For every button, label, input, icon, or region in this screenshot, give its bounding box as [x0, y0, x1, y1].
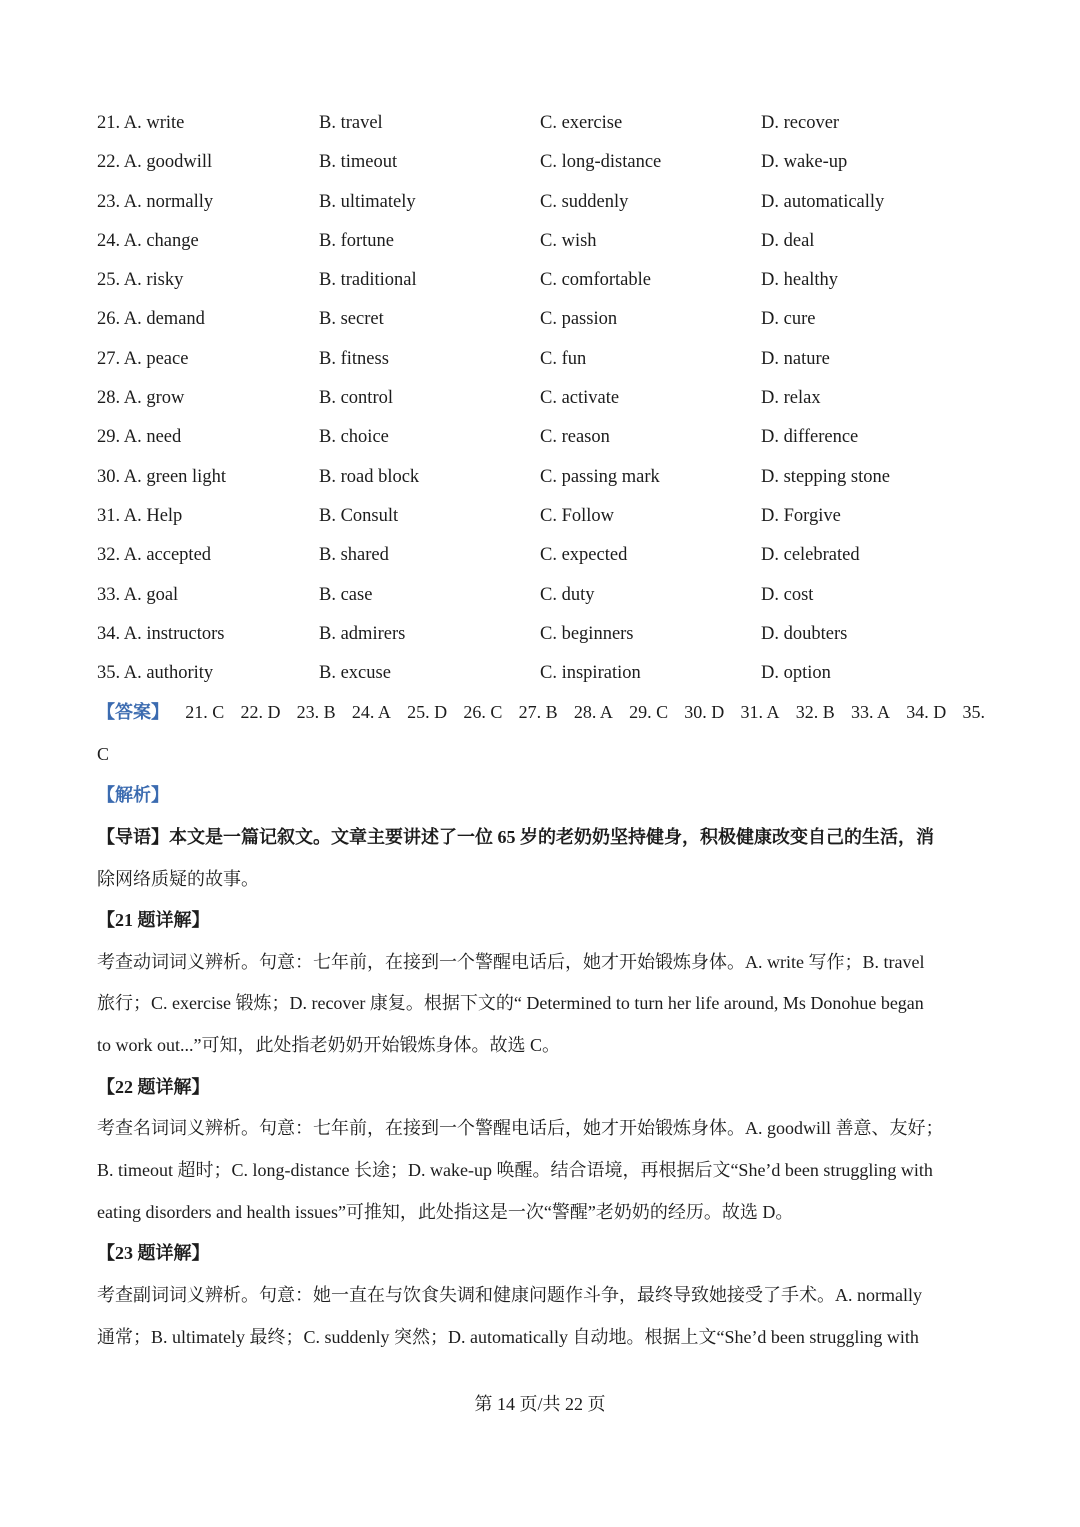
answer-item: 31. A — [740, 702, 780, 722]
answer-item: 24. A — [351, 702, 391, 722]
answer-label: 【答案】 — [97, 702, 169, 722]
answer-item: 29. C — [629, 702, 669, 722]
option-a: 34. A. instructors — [97, 623, 225, 644]
option-a: 22. A. goodwill — [97, 152, 213, 173]
question-row — [97, 536, 997, 575]
answer-item: 22. D — [240, 702, 281, 722]
option-d: D. cost — [761, 584, 814, 605]
answer-item: 28. A — [573, 702, 613, 722]
option-b: B. Consult — [319, 505, 399, 526]
answer-continuation: C — [97, 743, 110, 764]
option-b: B. ultimately — [319, 191, 416, 212]
question-row — [97, 654, 997, 693]
answer-line — [97, 692, 985, 734]
option-b: B. traditional — [319, 270, 417, 291]
answer-item: 32. B — [795, 702, 835, 722]
option-c: C. duty — [540, 584, 595, 605]
option-c: C. activate — [540, 388, 620, 409]
option-c: C. beginners — [540, 623, 634, 644]
option-d: D. stepping stone — [761, 466, 890, 487]
question-row — [97, 576, 997, 615]
answer-item: 21. C — [185, 702, 225, 722]
option-c: C. expected — [540, 545, 628, 566]
option-c: C. passing mark — [540, 466, 660, 487]
q21-line-3: to work out...”可知，此处指老奶奶开始锻炼身体。故选 C。 — [97, 1035, 560, 1056]
page-footer: 第 14 页/共 22 页 — [474, 1394, 606, 1414]
question-row — [97, 261, 997, 300]
option-d: D. healthy — [761, 270, 839, 291]
option-c: C. fun — [540, 348, 587, 369]
option-b: B. choice — [319, 427, 389, 448]
question-row — [97, 340, 997, 379]
q21-line-1: 考查动词词义辨析。句意：七年前，在接到一个警醒电话后，她才开始锻炼身体。A. write 写作；B. travel — [97, 951, 925, 972]
q22-line-2: B. timeout 超时；C. long-distance 长途；D. wake-up 唤醒。结合语境，再根据后文“She’d been struggling with — [97, 1160, 933, 1181]
intro-line-2: 除网络质疑的故事。 — [97, 868, 259, 889]
option-c: C. suddenly — [540, 191, 629, 212]
option-d: D. recover — [761, 113, 840, 133]
answer-item: 30. D — [684, 702, 725, 722]
option-d: D. cure — [761, 309, 816, 330]
question-row — [97, 222, 997, 261]
option-b: B. control — [319, 388, 393, 409]
question-row — [97, 379, 997, 418]
question-row — [97, 497, 997, 536]
option-a: 23. A. normally — [97, 191, 214, 212]
option-b: B. shared — [319, 545, 389, 566]
option-b: B. fortune — [319, 230, 395, 251]
q23-line-1: 考查副词词义辨析。句意：她一直在与饮食失调和健康问题作斗争，最终导致她接受了手术。A. normally — [97, 1284, 922, 1305]
option-a: 27. A. peace — [97, 348, 189, 369]
answer-analysis-section — [97, 692, 997, 1358]
option-b: B. timeout — [319, 152, 398, 173]
option-a: 35. A. authority — [97, 663, 214, 684]
option-a: 30. A. green light — [97, 466, 226, 487]
answer-item: 33. A — [850, 702, 890, 722]
option-c: C. exercise — [540, 113, 623, 133]
q22-line-3: eating disorders and health issues”可推知，此处指这是一次“警醒”老奶奶的经历。故选 D。 — [97, 1201, 794, 1222]
option-d: D. option — [761, 663, 831, 684]
option-a: 33. A. goal — [97, 584, 179, 605]
option-a: 28. A. grow — [97, 388, 185, 409]
option-a: 21. A. write — [97, 113, 185, 133]
option-a: 24. A. change — [97, 230, 199, 251]
option-a: 26. A. demand — [97, 309, 205, 330]
option-a: 32. A. accepted — [97, 545, 212, 566]
question-row — [97, 104, 997, 143]
question-row — [97, 143, 997, 182]
question-row — [97, 300, 997, 339]
intro-line-1: 【导语】本文是一篇记叙文。文章主要讲述了一位 65 岁的老奶奶坚持健身，积极健康改变自己的生活，消 — [97, 826, 934, 847]
q23-heading: 【23 题详解】 — [97, 1243, 210, 1264]
answer-item: 27. B — [518, 702, 558, 722]
option-c: C. long-distance — [540, 152, 662, 173]
option-d: D. nature — [761, 348, 830, 369]
option-c: C. inspiration — [540, 663, 641, 684]
option-d: D. celebrated — [761, 545, 860, 566]
question-row — [97, 183, 997, 222]
q23-line-2: 通常；B. ultimately 最终；C. suddenly 突然；D. automatically 自动地。根据上文“She’d been struggling with — [97, 1326, 919, 1347]
option-a: 25. A. risky — [97, 270, 184, 291]
answer-item: 35. — [962, 702, 985, 722]
option-d: D. wake-up — [761, 152, 848, 173]
answer-item: 26. C — [463, 702, 503, 722]
option-d: D. doubters — [761, 623, 848, 644]
option-d: D. automatically — [761, 191, 885, 212]
option-c: C. comfortable — [540, 270, 651, 291]
option-b: B. travel — [319, 113, 383, 133]
question-row — [97, 458, 997, 497]
q22-line-1: 考查名词词义辨析。句意：七年前，在接到一个警醒电话后，她才开始锻炼身体。A. goodwill 善意、友好； — [97, 1118, 944, 1139]
q21-line-2: 旅行；C. exercise 锻炼；D. recover 康复。根据下文的“ Determined to turn her life around, Ms Donohue began — [97, 993, 924, 1014]
option-b: B. excuse — [319, 663, 391, 684]
option-b: B. fitness — [319, 348, 389, 369]
option-b: B. case — [319, 584, 373, 605]
option-d: D. Forgive — [761, 505, 841, 526]
q21-heading: 【21 题详解】 — [97, 910, 210, 931]
options-table — [97, 104, 997, 693]
option-c: C. wish — [540, 230, 597, 251]
q22-heading: 【22 题详解】 — [97, 1076, 210, 1097]
answer-item: 23. B — [296, 702, 336, 722]
option-a: 29. A. need — [97, 427, 182, 448]
option-b: B. road block — [319, 466, 420, 487]
answer-item: 25. D — [407, 702, 448, 722]
option-b: B. secret — [319, 309, 384, 330]
answer-item: 34. D — [906, 702, 947, 722]
analysis-label: 【解析】 — [97, 785, 169, 806]
option-d: D. deal — [761, 230, 815, 251]
option-a: 31. A. Help — [97, 505, 183, 526]
option-c: C. reason — [540, 427, 610, 448]
option-c: C. Follow — [540, 505, 615, 526]
question-row — [97, 418, 997, 457]
question-row — [97, 615, 997, 654]
option-d: D. relax — [761, 388, 821, 409]
option-c: C. passion — [540, 309, 618, 330]
option-b: B. admirers — [319, 623, 406, 644]
option-d: D. difference — [761, 427, 859, 448]
